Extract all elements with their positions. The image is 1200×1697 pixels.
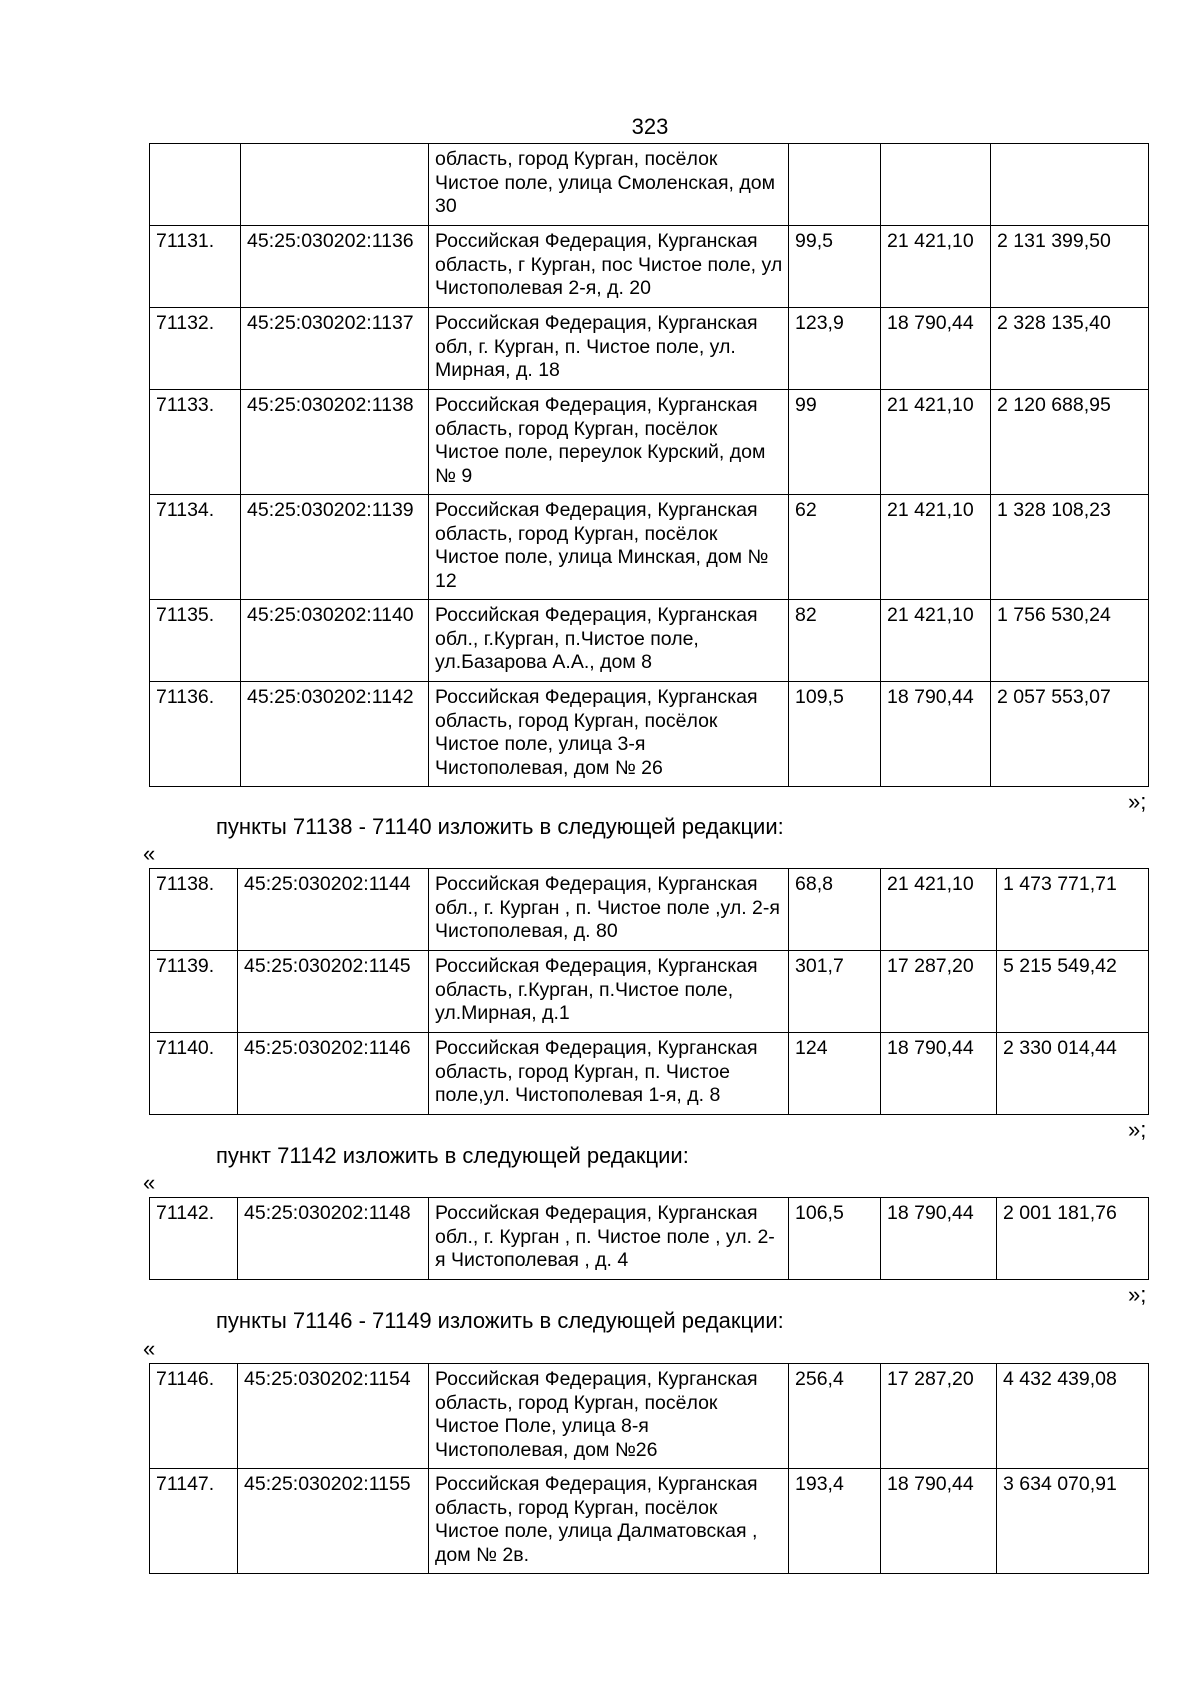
area: 68,8 xyxy=(789,869,881,951)
cadastral-value: 2 057 553,07 xyxy=(991,682,1149,787)
cadastral-value: 1 756 530,24 xyxy=(991,600,1149,682)
area: 124 xyxy=(789,1033,881,1115)
cadastral-value: 2 120 688,95 xyxy=(991,390,1149,495)
rate: 21 421,10 xyxy=(881,390,991,495)
rate: 18 790,44 xyxy=(881,308,991,390)
area: 99,5 xyxy=(789,226,881,308)
table-row xyxy=(150,495,1149,600)
rate: 17 287,20 xyxy=(881,1364,997,1469)
table-row xyxy=(150,600,1149,682)
cadastral-number: 45:25:030202:1146 xyxy=(238,1033,429,1115)
row-number: 71140. xyxy=(150,1033,238,1115)
amendment-instruction: пункты 71146 - 71149 изложить в следующей редакции: xyxy=(216,1308,784,1333)
cadastral-number: 45:25:030202:1148 xyxy=(238,1198,429,1280)
rate: 18 790,44 xyxy=(881,1469,997,1574)
address: Российская Федерация, Курганская обл., г. Курган , п. Чистое поле ,ул. 2-я Чистополевая, д. 80 xyxy=(429,869,789,951)
row-number: 71138. xyxy=(150,869,238,951)
rate: 18 790,44 xyxy=(881,1033,997,1115)
cadastral-number: 45:25:030202:1144 xyxy=(238,869,429,951)
address: Российская Федерация, Курганская обл., г. Курган , п. Чистое поле , ул. 2-я Чистополевая , д. 4 xyxy=(429,1198,789,1280)
cadastral-value xyxy=(991,144,1149,226)
address: Российская Федерация, Курганская область, город Курган, посёлок Чистое поле, улица 3-я Чистополевая, дом № 26 xyxy=(429,682,789,787)
row-number: 71133. xyxy=(150,390,241,495)
closing-quote: »; xyxy=(1128,1282,1147,1307)
table-row xyxy=(150,390,1149,495)
rate: 21 421,10 xyxy=(881,495,991,600)
address: Российская Федерация, Курганская область, г Курган, пос Чистое поле, ул Чистополевая 2-я, д. 20 xyxy=(429,226,789,308)
cadastral-value: 5 215 549,42 xyxy=(997,951,1149,1033)
rate: 17 287,20 xyxy=(881,951,997,1033)
address: Российская Федерация, Курганская область, г.Курган, п.Чистое поле, ул.Мирная, д.1 xyxy=(429,951,789,1033)
row-number: 71131. xyxy=(150,226,241,308)
row-number: 71134. xyxy=(150,495,241,600)
page-number: 323 xyxy=(631,114,669,139)
table-row xyxy=(150,682,1149,787)
row-number: 71147. xyxy=(150,1469,238,1574)
address: Российская Федерация, Курганская область, город Курган, посёлок Чистое Поле, улица 8-я Чистополевая, дом №26 xyxy=(429,1364,789,1469)
property-table-2 xyxy=(149,868,1149,1115)
cadastral-number: 45:25:030202:1155 xyxy=(238,1469,429,1574)
area: 82 xyxy=(789,600,881,682)
area xyxy=(789,144,881,226)
table-row xyxy=(150,1364,1149,1469)
address: область, город Курган, посёлок Чистое поле, улица Смоленская, дом 30 xyxy=(429,144,789,226)
cadastral-number: 45:25:030202:1138 xyxy=(241,390,429,495)
cadastral-number: 45:25:030202:1154 xyxy=(238,1364,429,1469)
row-number xyxy=(150,144,241,226)
rate: 21 421,10 xyxy=(881,226,991,308)
cadastral-number: 45:25:030202:1136 xyxy=(241,226,429,308)
cadastral-value: 1 473 771,71 xyxy=(997,869,1149,951)
rate xyxy=(881,144,991,226)
rate: 18 790,44 xyxy=(881,682,991,787)
area: 123,9 xyxy=(789,308,881,390)
cadastral-value: 2 131 399,50 xyxy=(991,226,1149,308)
area: 109,5 xyxy=(789,682,881,787)
area: 301,7 xyxy=(789,951,881,1033)
amendment-instruction: пункт 71142 изложить в следующей редакции: xyxy=(216,1143,689,1168)
address: Российская Федерация, Курганская обл., г.Курган, п.Чистое поле, ул.Базарова А.А., дом 8 xyxy=(429,600,789,682)
address: Российская Федерация, Курганская область, город Курган, посёлок Чистое поле, улица Далматовская , дом № 2в. xyxy=(429,1469,789,1574)
opening-quote: « xyxy=(143,1170,156,1195)
row-number: 71136. xyxy=(150,682,241,787)
table-row xyxy=(150,308,1149,390)
table-row xyxy=(150,869,1149,951)
row-number: 71142. xyxy=(150,1198,238,1280)
cadastral-value: 1 328 108,23 xyxy=(991,495,1149,600)
table-row xyxy=(150,1198,1149,1280)
cadastral-value: 3 634 070,91 xyxy=(997,1469,1149,1574)
cadastral-number: 45:25:030202:1140 xyxy=(241,600,429,682)
cadastral-value: 2 328 135,40 xyxy=(991,308,1149,390)
amendment-instruction: пункты 71138 - 71140 изложить в следующей редакции: xyxy=(216,814,784,839)
closing-quote: »; xyxy=(1128,789,1147,814)
area: 106,5 xyxy=(789,1198,881,1280)
rate: 21 421,10 xyxy=(881,600,991,682)
cadastral-number: 45:25:030202:1145 xyxy=(238,951,429,1033)
area: 62 xyxy=(789,495,881,600)
property-table-3 xyxy=(149,1197,1149,1280)
address: Российская Федерация, Курганская область, город Курган, посёлок Чистое поле, улица Минская, дом № 12 xyxy=(429,495,789,600)
row-number: 71135. xyxy=(150,600,241,682)
address: Российская Федерация, Курганская область, город Курган, посёлок Чистое поле, переулок Курский, дом № 9 xyxy=(429,390,789,495)
closing-quote: »; xyxy=(1128,1117,1147,1142)
address: Российская Федерация, Курганская область, город Курган, п. Чистое поле,ул. Чистополевая 1-я, д. 8 xyxy=(429,1033,789,1115)
cadastral-value: 2 330 014,44 xyxy=(997,1033,1149,1115)
property-table-1 xyxy=(149,143,1149,787)
area: 256,4 xyxy=(789,1364,881,1469)
rate: 21 421,10 xyxy=(881,869,997,951)
table-row xyxy=(150,144,1149,226)
area: 193,4 xyxy=(789,1469,881,1574)
opening-quote: « xyxy=(143,841,156,866)
cadastral-value: 4 432 439,08 xyxy=(997,1364,1149,1469)
property-table-4 xyxy=(149,1363,1149,1574)
address: Российская Федерация, Курганская обл, г. Курган, п. Чистое поле, ул. Мирная, д. 18 xyxy=(429,308,789,390)
row-number: 71146. xyxy=(150,1364,238,1469)
opening-quote: « xyxy=(143,1336,156,1361)
table-row xyxy=(150,951,1149,1033)
area: 99 xyxy=(789,390,881,495)
cadastral-number: 45:25:030202:1137 xyxy=(241,308,429,390)
table-row xyxy=(150,226,1149,308)
row-number: 71139. xyxy=(150,951,238,1033)
table-row xyxy=(150,1033,1149,1115)
cadastral-number: 45:25:030202:1142 xyxy=(241,682,429,787)
cadastral-number xyxy=(241,144,429,226)
rate: 18 790,44 xyxy=(881,1198,997,1280)
row-number: 71132. xyxy=(150,308,241,390)
table-row xyxy=(150,1469,1149,1574)
cadastral-value: 2 001 181,76 xyxy=(997,1198,1149,1280)
cadastral-number: 45:25:030202:1139 xyxy=(241,495,429,600)
